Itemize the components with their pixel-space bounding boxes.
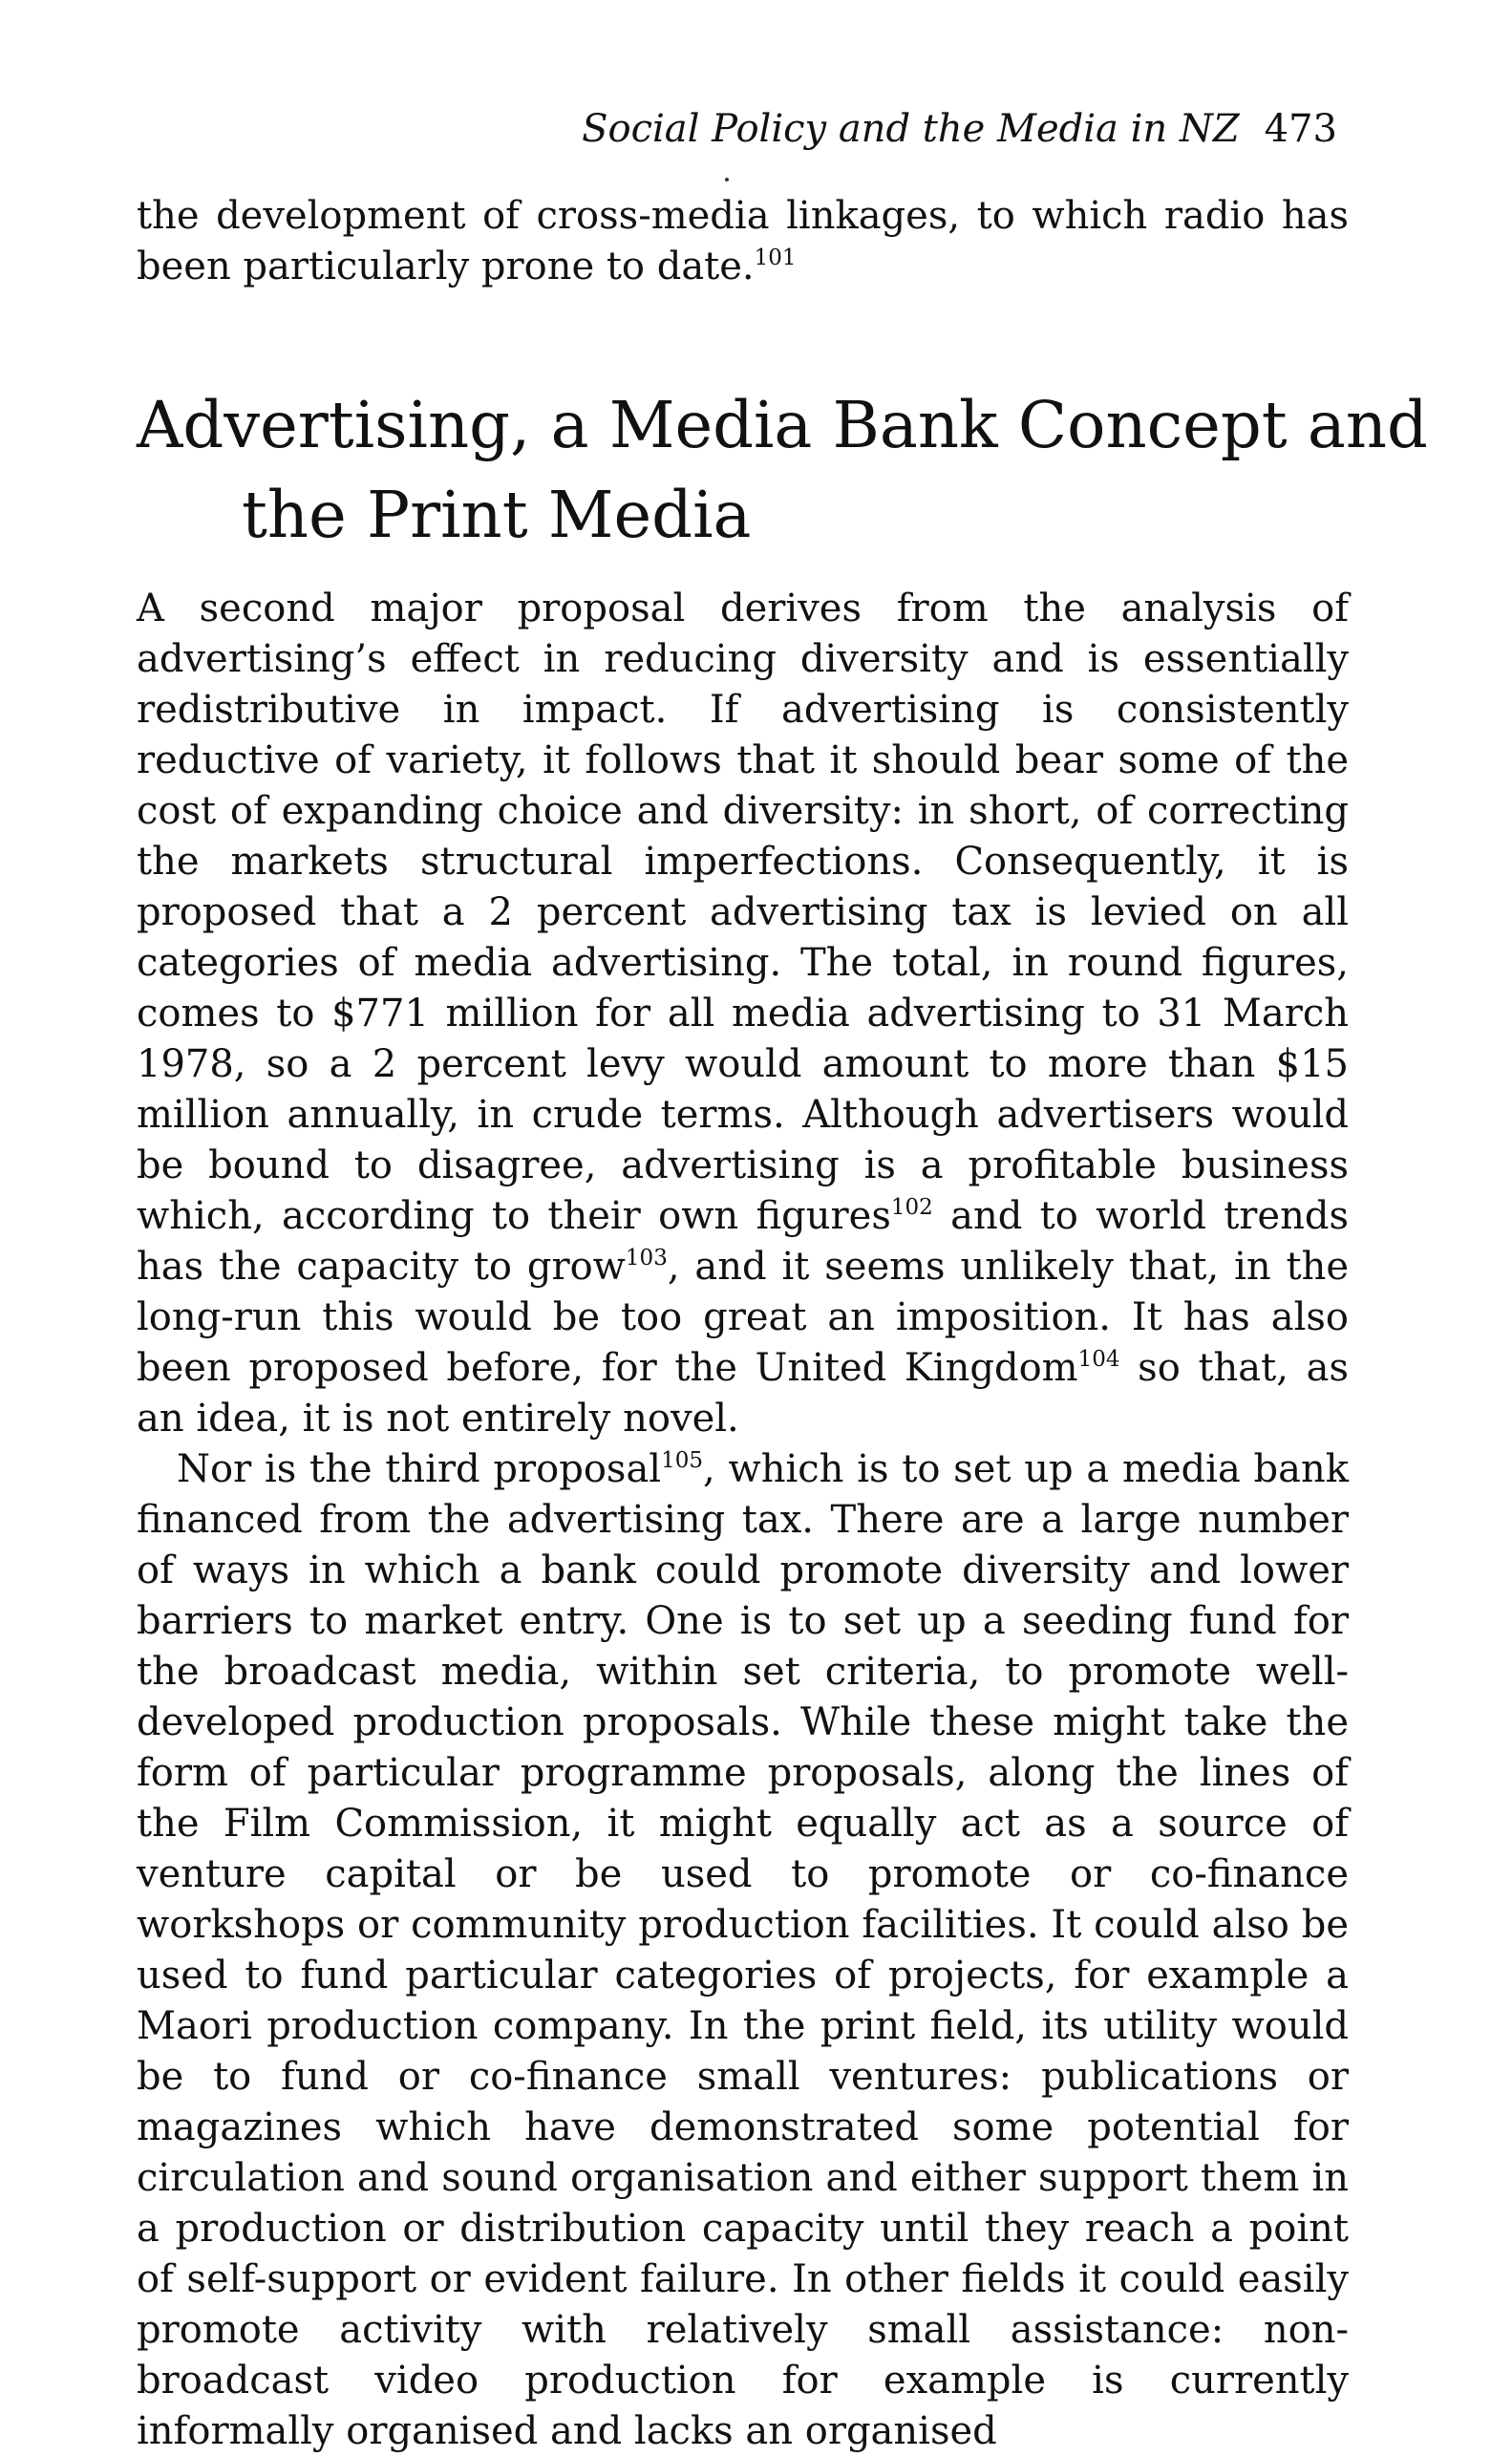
paragraph-1-text: , and it seems unlikely that, in the long-run this would be too great an imposition. It has also been proposed before, for the United Kingdom bbox=[137, 1245, 1350, 1390]
section-heading: Advertising, a Media Bank Concept and the Print Media bbox=[137, 388, 1428, 552]
intro-text: the development of cross-media linkages, to which radio has been particularly prone to date. bbox=[137, 194, 1349, 288]
intro-paragraph-block bbox=[137, 191, 1349, 292]
paragraph-1 bbox=[137, 584, 1349, 1444]
footnote-ref: 103 bbox=[625, 1246, 668, 1271]
paragraph-2-text: , which is to set up a media bank financed from the advertising tax. There are a large number of ways in which a bank could promote diversity and lower barriers to market entry. One is to set up a seeding fund for the broadcast media, within set criteria, to promote well-developed production proposals. While these might take the form of particular programme proposals, along the lines of the Film Commission, it might equally act as a source of venture capital or be used to promote or co-finance workshops or community production facilities. It could also be used to fund particular categories of projects, for example a Maori production company. In the print field, its utility would be to fund or co-finance small ventures: publications or magazines which have demonstrated some potential for circulation and sound organisation and either support them in a production or distribution capacity until they reach a point of self-support or evident failure. In other fields it could easily promote activity with relatively small assistance: non-broadcast video production for example is currently informally organised and lacks an organised bbox=[137, 1447, 1349, 2453]
running-head-title: Social Policy and the Media in NZ bbox=[582, 107, 1240, 151]
running-head bbox=[582, 107, 1337, 151]
print-speck bbox=[725, 178, 729, 182]
footnote-ref: 105 bbox=[661, 1448, 703, 1473]
body-text bbox=[137, 584, 1349, 2457]
paragraph-1-text: and to world trends has the capacity to grow bbox=[137, 1194, 1349, 1289]
paragraph-1-text: A second major proposal derives from the analysis of advertising’s effect in reducing diversity and is essentially redistributive in impact. If advertising is consistently reductive of variety, it follows that it should bear some of the cost of expanding choice and diversity: in short, of correcting the markets structural imperfections. Consequently, it is proposed that a 2 percent advertising tax is levied on all categories of media advertising. The total, in round figures, comes to $771 million for all media advertising to 31 March 1978, so a 2 percent levy would amount to more than $15 million annually, in crude terms. Although advertisers would be bound to disagree, advertising is a profitable business which, according to their own figures bbox=[137, 587, 1349, 1238]
intro-paragraph bbox=[137, 191, 1349, 292]
footnote-ref: 104 bbox=[1077, 1347, 1120, 1372]
footnote-ref: 102 bbox=[890, 1195, 933, 1220]
paragraph-1-text: so that, as an idea, it is not entirely novel. bbox=[137, 1346, 1349, 1441]
paragraph-2-text: Nor is the third proposal bbox=[177, 1447, 662, 1491]
paragraph-2 bbox=[137, 1444, 1349, 2457]
footnote-ref: 101 bbox=[754, 246, 797, 270]
page-number: 473 bbox=[1264, 107, 1337, 151]
